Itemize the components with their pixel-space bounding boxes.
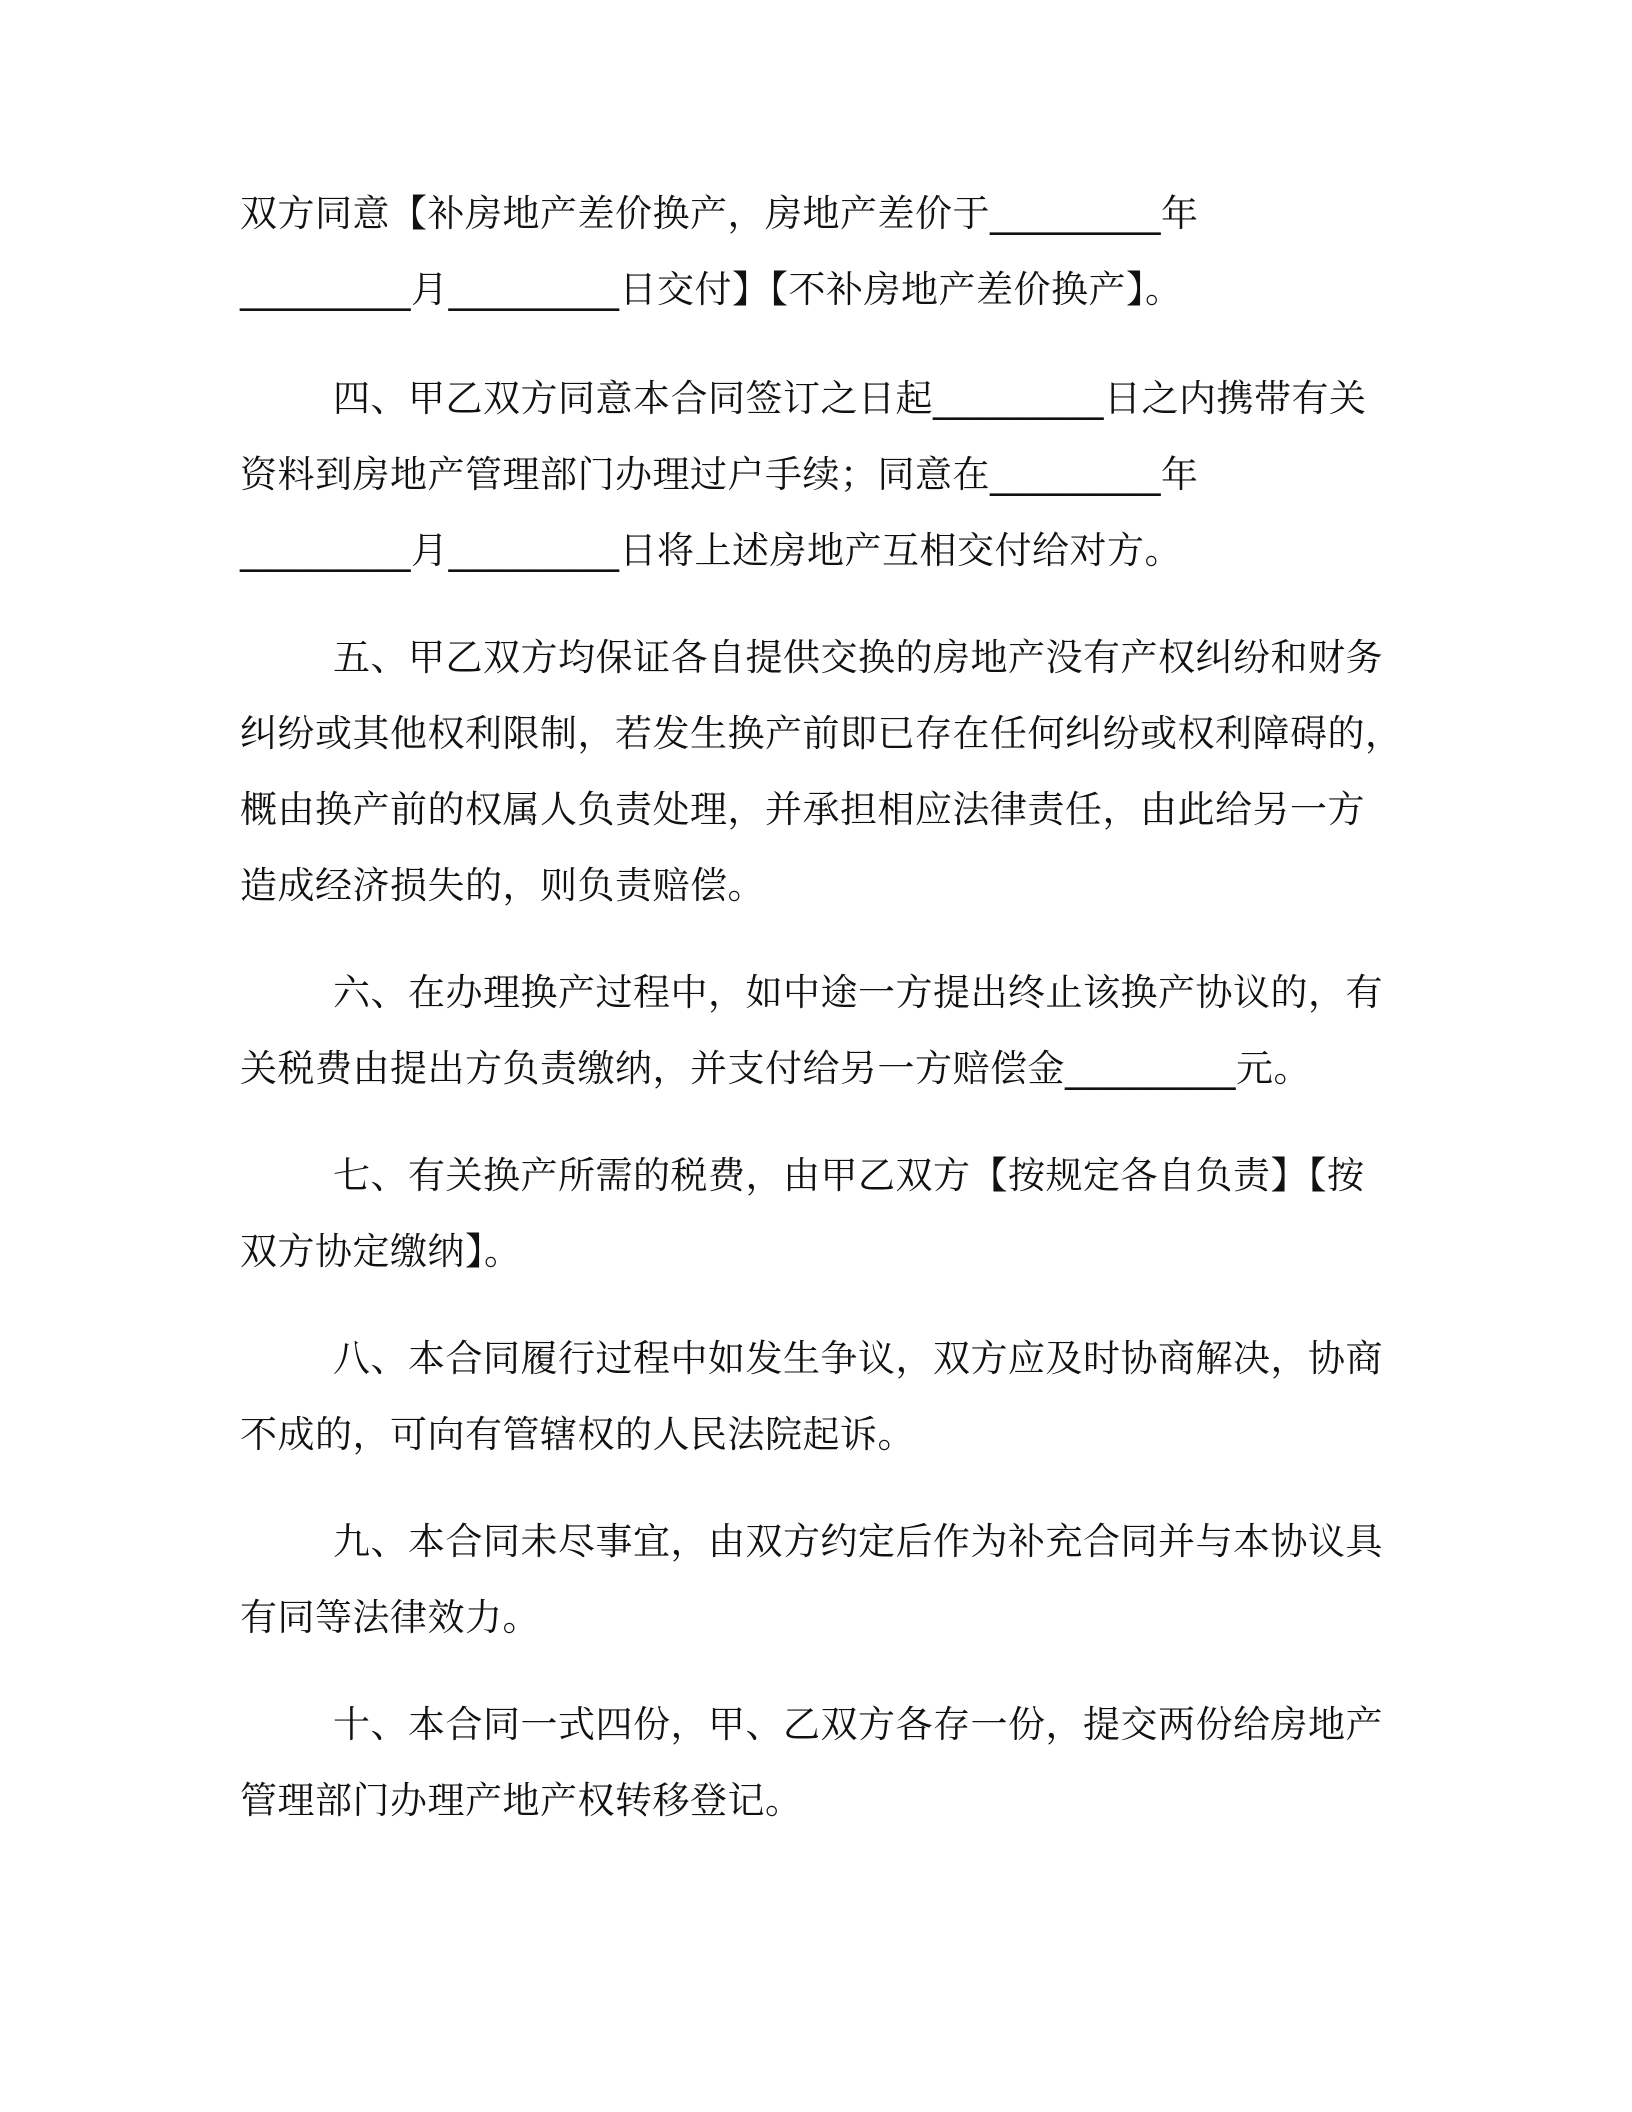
text-line: 造成经济损失的，则负责赔偿。: [240, 864, 765, 907]
clause-5-line: 五、甲乙双方均保证各自提供交换的房地产没有产权纠纷和财务: [333, 636, 1383, 679]
clause-10-line: 十、本合同一式四份，甲、乙双方各存一份，提交两份给房地产: [333, 1703, 1383, 1746]
text-line: 关税费由提出方负责缴纳，并支付给另一方赔偿金_________元。: [240, 1047, 1311, 1090]
text-line: 双方同意【补房地产差价换产，房地产差价于_________年: [240, 192, 1199, 235]
clause-8-line: 八、本合同履行过程中如发生争议，双方应及时协商解决，协商: [333, 1337, 1383, 1380]
text-line: 概由换产前的权属人负责处理，并承担相应法律责任，由此给另一方: [240, 788, 1365, 831]
clause-6-line: 六、在办理换产过程中，如中途一方提出终止该换产协议的，有: [333, 971, 1383, 1014]
clause-4-line: 四、甲乙双方同意本合同签订之日起_________日之内携带有关: [333, 377, 1367, 420]
text-line: 资料到房地产管理部门办理过户手续；同意在_________年: [240, 453, 1199, 496]
text-line: 纠纷或其他权利限制，若发生换产前即已存在任何纠纷或权利障碍的，: [240, 712, 1403, 755]
text-line: _________月_________日将上述房地产互相交付给对方。: [240, 529, 1182, 572]
clause-7-line: 七、有关换产所需的税费，由甲乙双方【按规定各自负责】【按: [333, 1154, 1365, 1197]
clause-9-line: 九、本合同未尽事宜，由双方约定后作为补充合同并与本协议具: [333, 1520, 1383, 1563]
text-line: 有同等法律效力。: [240, 1596, 540, 1639]
text-line: 管理部门办理产地产权转移登记。: [240, 1779, 803, 1822]
text-line: 双方协定缴纳】。: [240, 1230, 522, 1273]
text-line: _________月_________日交付】【不补房地产差价换产】。: [240, 268, 1183, 311]
text-line: 不成的，可向有管辖权的人民法院起诉。: [240, 1413, 915, 1456]
